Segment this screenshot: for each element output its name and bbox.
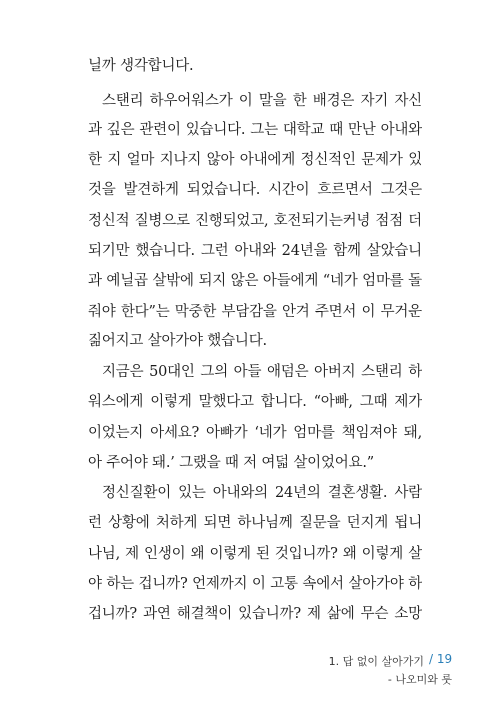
text-line: 아 주어야 돼.’ 그랬을 때 저 여덟 살이었어요.” bbox=[88, 455, 375, 471]
text-line: 짊어지고 살아가야 했습니다. bbox=[88, 333, 267, 349]
text-line: 정신적 질병으로 진행되었고, 호전되기는커녕 점점 더 bbox=[88, 213, 422, 229]
text-line: 스탠리 하우어워스가 이 말을 한 배경은 자기 자신 bbox=[102, 93, 422, 109]
text-line: 지금은 50대인 그의 아들 애덤은 아버지 스탠리 하 bbox=[102, 364, 422, 380]
text-line: 겁니까? 과연 해결책이 있습니까? 제 삶에 무슨 소망 bbox=[88, 606, 422, 622]
running-footer-chapter: 1. 답 없이 살아가기 bbox=[328, 655, 424, 668]
text-line: 과 깊은 관련이 있습니다. 그는 대학교 때 만난 아내와 bbox=[88, 122, 422, 138]
text-line: 런 상황에 처하게 되면 하나님께 질문을 던지게 됩니 bbox=[88, 515, 422, 531]
page-number: / 19 bbox=[429, 652, 453, 666]
text-line: 닐까 생각합니다. bbox=[88, 58, 194, 74]
text-line: 정신질환이 있는 아내와의 24년의 결혼생활. 사람 bbox=[102, 485, 422, 501]
running-footer-subtitle: - 나오미와 룻 bbox=[387, 673, 452, 686]
text-line: 이었는지 아세요? 아빠가 ‘네가 엄마를 책임져야 돼, bbox=[88, 425, 422, 441]
text-line: 야 하는 겁니까? 언제까지 이 고통 속에서 살아가야 하 bbox=[88, 576, 422, 592]
text-line: 것을 발견하게 되었습니다. 시간이 흐르면서 그것은 bbox=[88, 182, 422, 198]
text-line: 줘야 한다”는 막중한 부담감을 안겨 주면서 이 무거운 bbox=[88, 304, 422, 320]
text-line: 나님, 제 인생이 왜 이렇게 된 것입니까? 왜 이렇게 살 bbox=[88, 546, 422, 562]
text-line: 과 예닐곱 살밖에 되지 않은 아들에게 “네가 엄마를 돌 bbox=[88, 273, 422, 289]
text-line: 되기만 했습니다. 그런 아내와 24년을 함께 살았습니 bbox=[88, 243, 422, 259]
text-line: 한 지 얼마 지나지 않아 아내에게 정신적인 문제가 있 bbox=[88, 152, 422, 168]
text-line: 워스에게 이렇게 말했다고 합니다. “아빠, 그때 제가 bbox=[88, 394, 422, 410]
